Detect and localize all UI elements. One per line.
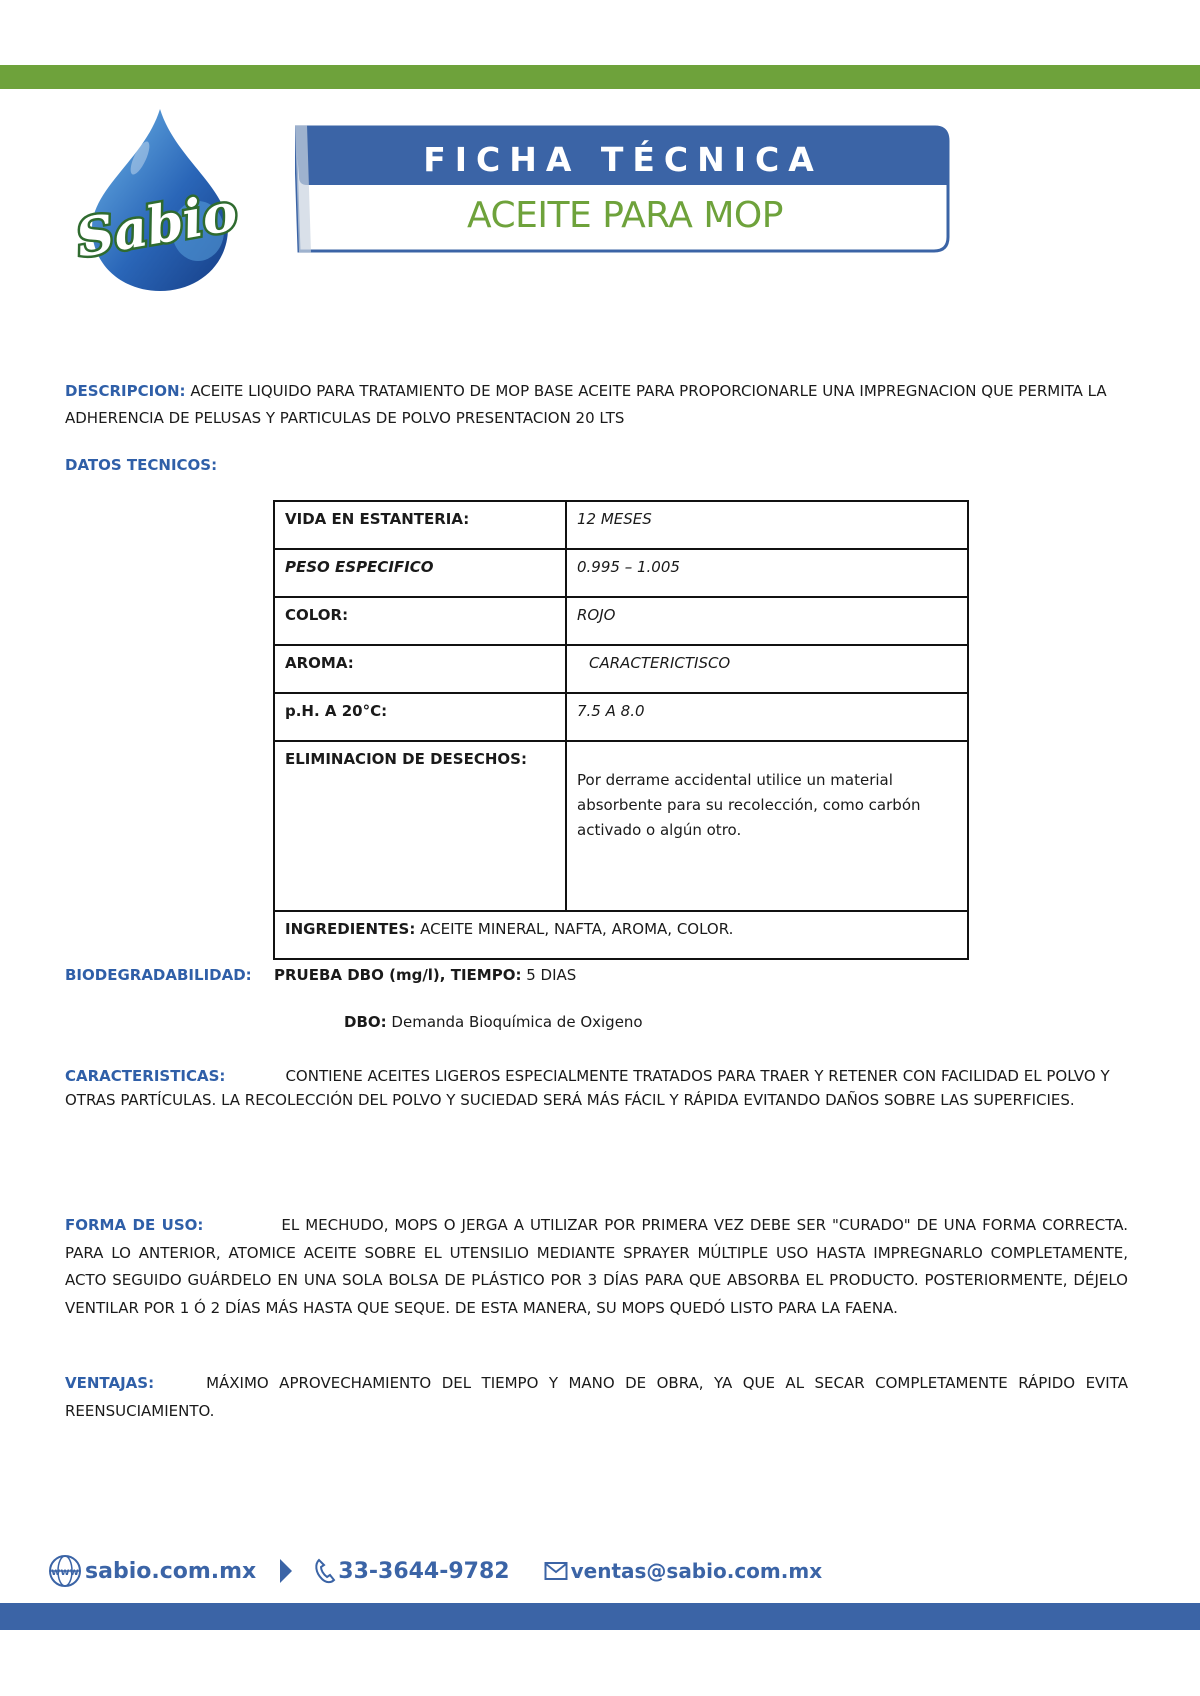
- caracteristicas-text: CONTIENE ACEITES LIGEROS ESPECIALMENTE TRATADOS PARA TRAER Y RETENER CON FACILIDAD EL POLVO Y OTRAS PARTÍCULAS. LA RECOLECCIÓN DEL POLVO Y SUCIEDAD SERÁ MÁS FÁCIL Y RÁPIDA EVITANDO DAÑOS SOBRE LAS SUPERFICIES.: [65, 1067, 1110, 1109]
- ventajas-label: VENTAJAS:: [65, 1374, 155, 1392]
- table-key: PESO ESPECIFICO: [274, 549, 566, 597]
- caracteristicas-section: [65, 1064, 1115, 1112]
- table-row: [274, 645, 968, 693]
- table-key: AROMA:: [274, 645, 566, 693]
- bottom-blue-bar: [0, 1603, 1200, 1630]
- biodegradabilidad-label: BIODEGRADABILIDAD:: [65, 966, 252, 984]
- dbo-label: DBO:: [344, 1013, 387, 1031]
- ingredientes-label: INGREDIENTES:: [285, 920, 416, 938]
- datos-tecnicos-label: DATOS TECNICOS:: [65, 456, 218, 474]
- table-key: p.H. A 20°C:: [274, 693, 566, 741]
- forma-de-uso-text: EL MECHUDO, MOPS O JERGA A UTILIZAR POR PRIMERA VEZ DEBE SER "CURADO" DE UNA FORMA CORRECTA. PARA LO ANTERIOR, ATOMICE ACEITE SOBRE EL UTENSILIO MEDIANTE SPRAYER MÚLTIPLE USO HASTA IMPREGNARLO COMPLETAMENTE, ACTO SEGUIDO GUÁRDELO EN UNA SOLA BOLSA DE PLÁSTICO POR 3 DÍAS PARA QUE ABSORBA EL PRODUCTO. POSTERIORMENTE, DÉJELO VENTILAR POR 1 Ó 2 DÍAS MÁS HASTA QUE SEQUE. DE ESTA MANERA, SU MOPS QUEDÓ LISTO PARA LA FAENA.: [65, 1216, 1129, 1317]
- table-key: COLOR:: [274, 597, 566, 645]
- sabio-logo: [70, 103, 250, 295]
- forma-de-uso-section: [65, 1212, 1128, 1322]
- table-key: ELIMINACION DE DESECHOS:: [274, 741, 566, 911]
- caracteristicas-label: CARACTERISTICAS:: [65, 1067, 226, 1085]
- table-value: ROJO: [566, 597, 968, 645]
- phone-text: 33-3644-9782: [338, 1558, 510, 1584]
- ingredientes-cell: [274, 911, 968, 959]
- website-text: sabio.com.mx: [85, 1558, 257, 1584]
- table-row: [274, 549, 968, 597]
- table-value: CARACTERICTISCO: [566, 645, 968, 693]
- separator-arrow-icon: [278, 1557, 294, 1585]
- table-row: [274, 597, 968, 645]
- descripcion-section: [65, 378, 1128, 432]
- table-key: VIDA EN ESTANTERIA:: [274, 501, 566, 549]
- technical-data-table: [273, 500, 969, 960]
- top-green-bar: [0, 65, 1200, 89]
- datos-tecnicos-section: [65, 452, 1128, 479]
- email-text: ventas@sabio.com.mx: [570, 1559, 823, 1583]
- product-name: ACEITE PARA MOP: [467, 195, 783, 236]
- footer-email[interactable]: [544, 1559, 822, 1583]
- table-row: [274, 693, 968, 741]
- descripcion-label: DESCRIPCION:: [65, 382, 186, 400]
- dbo-definition: [344, 1009, 1044, 1036]
- ventajas-section: [65, 1370, 1128, 1425]
- dbo-text: Demanda Bioquímica de Oxigeno: [391, 1013, 643, 1031]
- globe-icon: [48, 1554, 82, 1588]
- footer-phone[interactable]: [314, 1558, 509, 1584]
- ventajas-text: MÁXIMO APROVECHAMIENTO DEL TIEMPO Y MANO DE OBRA, YA QUE AL SECAR COMPLETAMENTE RÁPIDO EVITA REENSUCIAMIENTO.: [65, 1374, 1128, 1420]
- envelope-icon: [544, 1561, 568, 1581]
- table-row: [274, 501, 968, 549]
- biodegradabilidad-prueba: [274, 962, 974, 989]
- globe-icon-text: www: [51, 1567, 79, 1578]
- document-title: FICHA TÉCNICA: [423, 140, 823, 179]
- table-row: [274, 911, 968, 959]
- logo-text: Sabio: [71, 181, 242, 270]
- table-value: 0.995 – 1.005: [566, 549, 968, 597]
- descripcion-text: ACEITE LIQUIDO PARA TRATAMIENTO DE MOP BASE ACEITE PARA PROPORCIONARLE UNA IMPREGNACION QUE PERMITA LA ADHERENCIA DE PELUSAS Y PARTICULAS DE POLVO PRESENTACION 20 LTS: [65, 382, 1107, 427]
- ingredientes-text: ACEITE MINERAL, NAFTA, AROMA, COLOR.: [420, 920, 734, 938]
- prueba-label: PRUEBA DBO (mg/l), TIEMPO:: [274, 966, 522, 984]
- footer-website[interactable]: [48, 1554, 256, 1588]
- footer-contact: [48, 1553, 822, 1589]
- phone-icon: [314, 1558, 336, 1584]
- table-value: 12 MESES: [566, 501, 968, 549]
- prueba-value: 5 DIAS: [526, 966, 577, 984]
- forma-de-uso-label: FORMA DE USO:: [65, 1216, 204, 1234]
- table-value: 7.5 A 8.0: [566, 693, 968, 741]
- table-value: Por derrame accidental utilice un material absorbente para su recolección, como carbón activado o algún otro.: [566, 741, 968, 911]
- table-row: [274, 741, 968, 911]
